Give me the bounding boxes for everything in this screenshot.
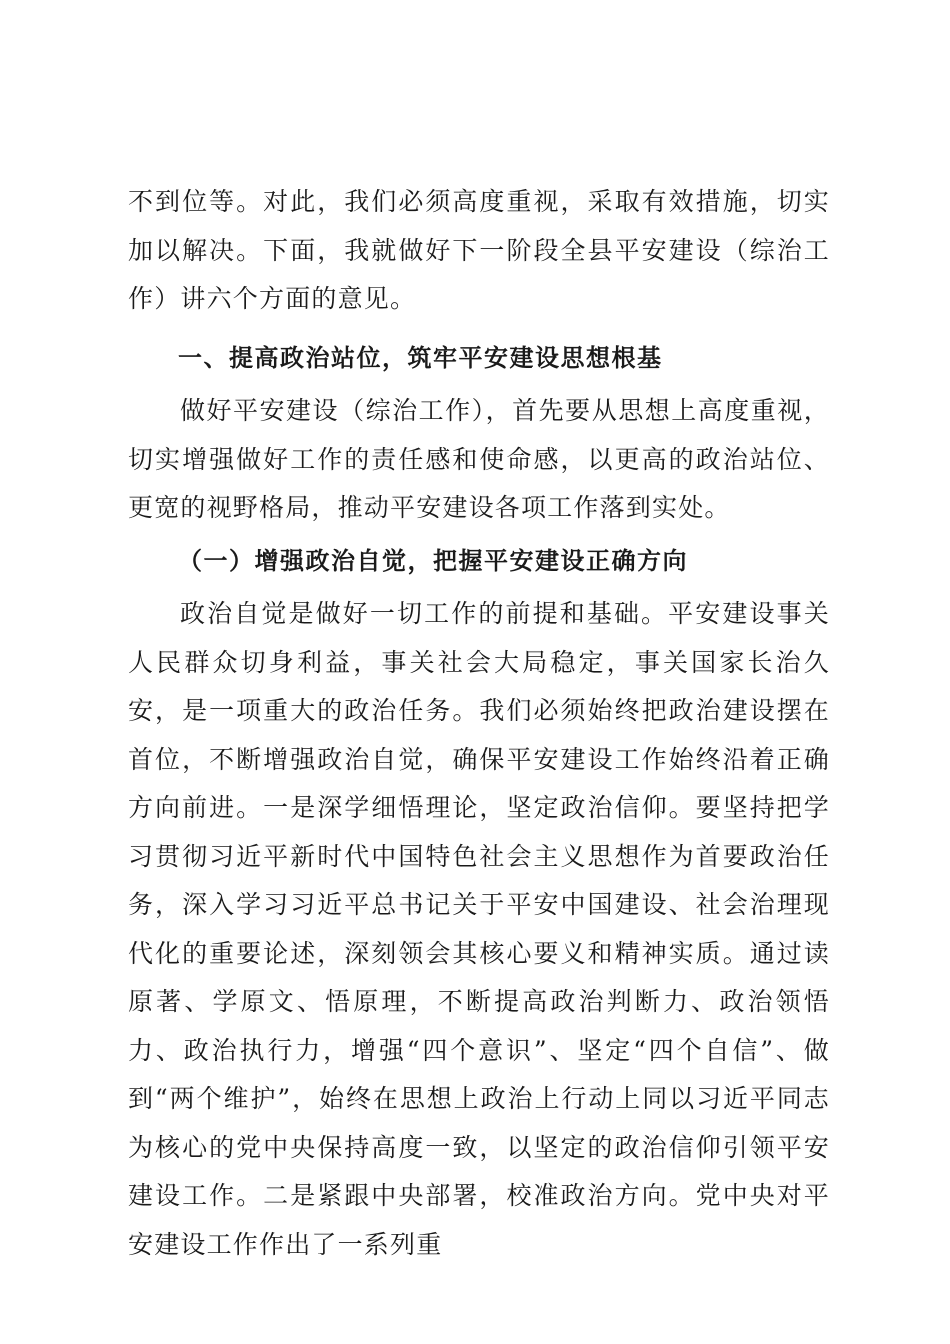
document-body — [128, 178, 830, 1269]
subsection-heading-1: （一）增强政治自觉，把握平安建设正确方向 — [178, 546, 688, 575]
paragraph-continuation: 不到位等。对此，我们必须高度重视，采取有效措施，切实加以解决。下面，我就做好下一阶段全县平安建设（综治工作）讲六个方面的意见。 — [128, 187, 830, 313]
section-heading-1: 一、提高政治站位，筑牢平安建设思想根基 — [178, 343, 663, 372]
paragraph-section-intro: 做好平安建设（综治工作），首先要从思想上高度重视，切实增强做好工作的责任感和使命感，以更高的政治站位、更宽的视野格局，推动平安建设各项工作落到实处。 — [128, 396, 830, 522]
paragraph-subsection-body: 政治自觉是做好一切工作的前提和基础。平安建设事关人民群众切身利益，事关社会大局稳定，事关国家长治久安，是一项重大的政治任务。我们必须始终把政治建设摆在首位，不断增强政治自觉，确保平安建设工作始终沿着正确方向前进。一是深学细悟理论，坚定政治信仰。要坚持把学习贯彻习近平新时代中国特色社会主义思想作为首要政治任务，深入学习习近平总书记关于平安中国建设、社会治理现代化的重要论述，深刻领会其核心要义和精神实质。通过读原著、学原文、悟原理，不断提高政治判断力、政治领悟力、政治执行力，增强“四个意识”、坚定“四个自信”、做到“两个维护”，始终在思想上政治上行动上同以习近平同志为核心的党中央保持高度一致，以坚定的政治信仰引领平安建设工作。二是紧跟中央部署，校准政治方向。党中央对平安建设工作作出了一系列重 — [128, 599, 830, 1259]
